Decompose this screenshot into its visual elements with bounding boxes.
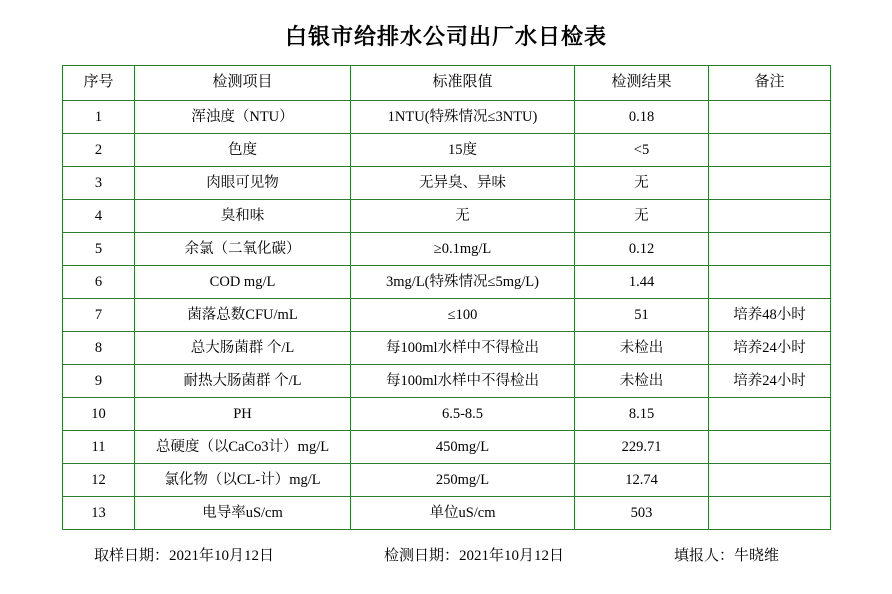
- cell-no: 6: [63, 266, 135, 299]
- cell-item: 臭和味: [135, 200, 351, 233]
- cell-no: 4: [63, 200, 135, 233]
- table-row: [63, 299, 831, 332]
- cell-limit: 250mg/L: [351, 464, 575, 497]
- cell-no: 5: [63, 233, 135, 266]
- cell-item: 总硬度（以CaCo3计）mg/L: [135, 431, 351, 464]
- table-row: [63, 398, 831, 431]
- header-cell-result: 检测结果: [575, 66, 709, 101]
- header-cell-item: 检测项目: [135, 66, 351, 101]
- cell-limit: 无: [351, 200, 575, 233]
- cell-no: 7: [63, 299, 135, 332]
- cell-item: 氯化物（以CL-计）mg/L: [135, 464, 351, 497]
- cell-no: 12: [63, 464, 135, 497]
- cell-result: 8.15: [575, 398, 709, 431]
- table-header: [63, 66, 831, 101]
- cell-note: 培养48小时: [709, 299, 831, 332]
- cell-note: [709, 167, 831, 200]
- footer: [0, 544, 892, 565]
- cell-no: 13: [63, 497, 135, 530]
- cell-limit: ≥0.1mg/L: [351, 233, 575, 266]
- cell-limit: 1NTU(特殊情况≤3NTU): [351, 101, 575, 134]
- cell-note: [709, 398, 831, 431]
- cell-result: 503: [575, 497, 709, 530]
- cell-limit: 450mg/L: [351, 431, 575, 464]
- table-header-row: [63, 66, 831, 101]
- cell-item: 菌落总数CFU/mL: [135, 299, 351, 332]
- cell-item: 电导率uS/cm: [135, 497, 351, 530]
- table-row: [63, 497, 831, 530]
- cell-limit: 15度: [351, 134, 575, 167]
- header-cell-limit: 标准限值: [351, 66, 575, 101]
- cell-item: 肉眼可见物: [135, 167, 351, 200]
- cell-limit: 6.5-8.5: [351, 398, 575, 431]
- cell-result: 229.71: [575, 431, 709, 464]
- cell-limit: 每100ml水样中不得检出: [351, 365, 575, 398]
- cell-result: 无: [575, 200, 709, 233]
- table-row: [63, 233, 831, 266]
- cell-item: COD mg/L: [135, 266, 351, 299]
- table-row: [63, 464, 831, 497]
- header-cell-no: 序号: [63, 66, 135, 101]
- cell-no: 8: [63, 332, 135, 365]
- cell-item: 总大肠菌群 个/L: [135, 332, 351, 365]
- cell-no: 2: [63, 134, 135, 167]
- sample-date: 取样日期：2021年10月12日: [94, 548, 275, 564]
- cell-result: 1.44: [575, 266, 709, 299]
- cell-no: 3: [63, 167, 135, 200]
- page-title: 白银市给排水公司出厂水日检表: [284, 24, 607, 49]
- cell-note: 培养24小时: [709, 332, 831, 365]
- cell-no: 9: [63, 365, 135, 398]
- table-row: [63, 200, 831, 233]
- cell-note: [709, 134, 831, 167]
- table-row: [63, 431, 831, 464]
- header-cell-note: 备注: [709, 66, 831, 101]
- table-row: [63, 101, 831, 134]
- cell-note: [709, 497, 831, 530]
- table-row: [63, 365, 831, 398]
- cell-no: 11: [63, 431, 135, 464]
- cell-note: [709, 464, 831, 497]
- cell-note: [709, 233, 831, 266]
- table-body: [63, 101, 831, 530]
- cell-item: PH: [135, 398, 351, 431]
- cell-note: [709, 266, 831, 299]
- cell-limit: ≤100: [351, 299, 575, 332]
- water-quality-table: [62, 65, 831, 530]
- table-row: [63, 332, 831, 365]
- cell-result: 无: [575, 167, 709, 200]
- cell-result: 未检出: [575, 365, 709, 398]
- cell-item: 浑浊度（NTU）: [135, 101, 351, 134]
- cell-limit: 单位uS/cm: [351, 497, 575, 530]
- reporter-name: 填报人：牛晓维: [674, 548, 780, 564]
- cell-no: 1: [63, 101, 135, 134]
- table-row: [63, 167, 831, 200]
- cell-item: 色度: [135, 134, 351, 167]
- table-row: [63, 134, 831, 167]
- cell-result: 51: [575, 299, 709, 332]
- table-row: [63, 266, 831, 299]
- cell-note: 培养24小时: [709, 365, 831, 398]
- cell-result: <5: [575, 134, 709, 167]
- cell-limit: 每100ml水样中不得检出: [351, 332, 575, 365]
- cell-result: 0.18: [575, 101, 709, 134]
- cell-limit: 3mg/L(特殊情况≤5mg/L): [351, 266, 575, 299]
- cell-item: 耐热大肠菌群 个/L: [135, 365, 351, 398]
- cell-result: 12.74: [575, 464, 709, 497]
- cell-no: 10: [63, 398, 135, 431]
- cell-note: [709, 431, 831, 464]
- cell-note: [709, 200, 831, 233]
- cell-item: 余氯（二氧化碳）: [135, 233, 351, 266]
- table-container: [0, 65, 892, 530]
- cell-note: [709, 101, 831, 134]
- cell-limit: 无异臭、异味: [351, 167, 575, 200]
- test-date: 检测日期：2021年10月12日: [384, 548, 565, 564]
- cell-result: 未检出: [575, 332, 709, 365]
- cell-result: 0.12: [575, 233, 709, 266]
